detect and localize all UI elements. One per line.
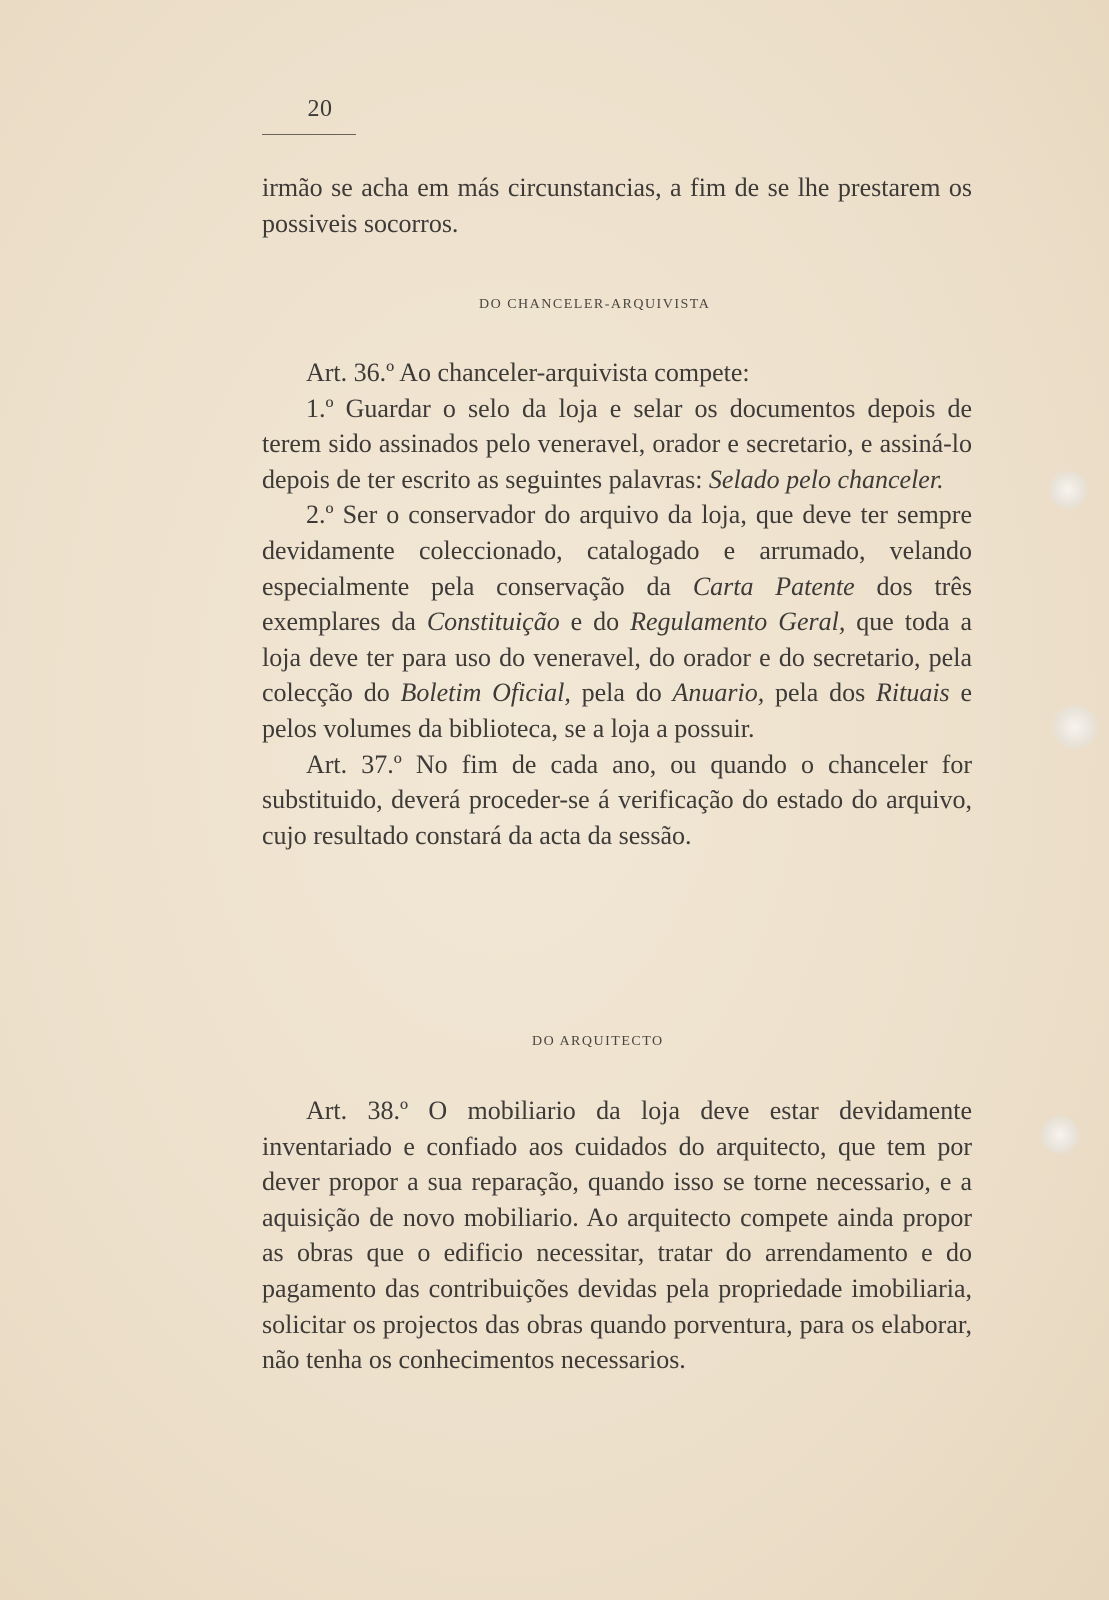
item-text: pela do <box>581 678 662 708</box>
section-heading-arquitecto: DO ARQUITECTO <box>532 1034 664 1049</box>
item-emphasis: Carta Patente <box>692 571 855 601</box>
section-body-chanceler <box>262 355 972 853</box>
item-text: 2.º Ser o conservador do arquivo da loja, que deve ter sempre devidamente coleccionado, catalogado e arrumado, velando especialmente pela conservação da <box>262 500 972 601</box>
item-emphasis: Anuario, <box>672 678 765 708</box>
article-37: Art. 37.º No fim de cada ano, ou quando o chanceler for substituido, deverá proceder-se á verificação do estado do arquivo, cujo resultado constará da acta da sessão. <box>262 749 972 850</box>
page-hole <box>1048 470 1088 510</box>
item-text: dos três exemplares da <box>262 571 972 637</box>
paragraph-text: irmão se acha em más circunstancias, a fim de se lhe prestarem os possiveis socorros. <box>262 173 972 238</box>
item-emphasis: Rituais <box>876 678 950 708</box>
article-36-item-1 <box>262 391 972 498</box>
item-text: que toda a loja deve ter para uso do veneravel, do orador e do secretario, pela colecção do <box>262 607 973 708</box>
opening-paragraph <box>262 170 972 241</box>
item-text: pela dos <box>775 678 866 708</box>
item-text: e pelos volumes da biblioteca, se a loja a possuir. <box>262 678 972 743</box>
item-text: 1.º Guardar o selo da loja e selar os documentos depois de terem sido assinados pelo veneravel, orador e secretario, e assiná-lo depois de ter escrito as seguintes palavras: <box>262 393 972 494</box>
page-hole <box>1040 1115 1080 1155</box>
item-emphasis: Regulamento Geral, <box>630 607 846 637</box>
item-emphasis: Selado pelo chanceler. <box>708 464 944 494</box>
section-heading-chanceler: DO CHANCELER-ARQUIVISTA <box>479 297 711 312</box>
page-hole <box>1050 705 1100 749</box>
item-text: e do <box>570 607 620 637</box>
header-rule <box>262 134 356 135</box>
article-36-item-2 <box>262 497 972 746</box>
item-emphasis: Constituição <box>426 607 560 637</box>
section-body-arquitecto <box>262 1093 972 1378</box>
article-36-intro: Art. 36.º Ao chanceler-arquivista compete: <box>306 358 750 387</box>
article-38: Art. 38.º O mobiliario da loja deve estar devidamente inventariado e confiado aos cuidados do arquitecto, que tem por dever propor a sua reparação, quando isso se torne necessario, e a aquisição de novo mobiliario. Ao arquitecto compete ainda propor as obras que o edificio necessitar, tratar do arrendamento e do pagamento das contribuições devidas pela propriedade imobiliaria, solicitar os projectos das obras quando porventura, para os elaborar, não tenha os conhecimentos necessarios. <box>262 1096 972 1375</box>
page-number: 20 <box>307 96 333 122</box>
item-emphasis: Boletim Oficial, <box>400 678 571 708</box>
